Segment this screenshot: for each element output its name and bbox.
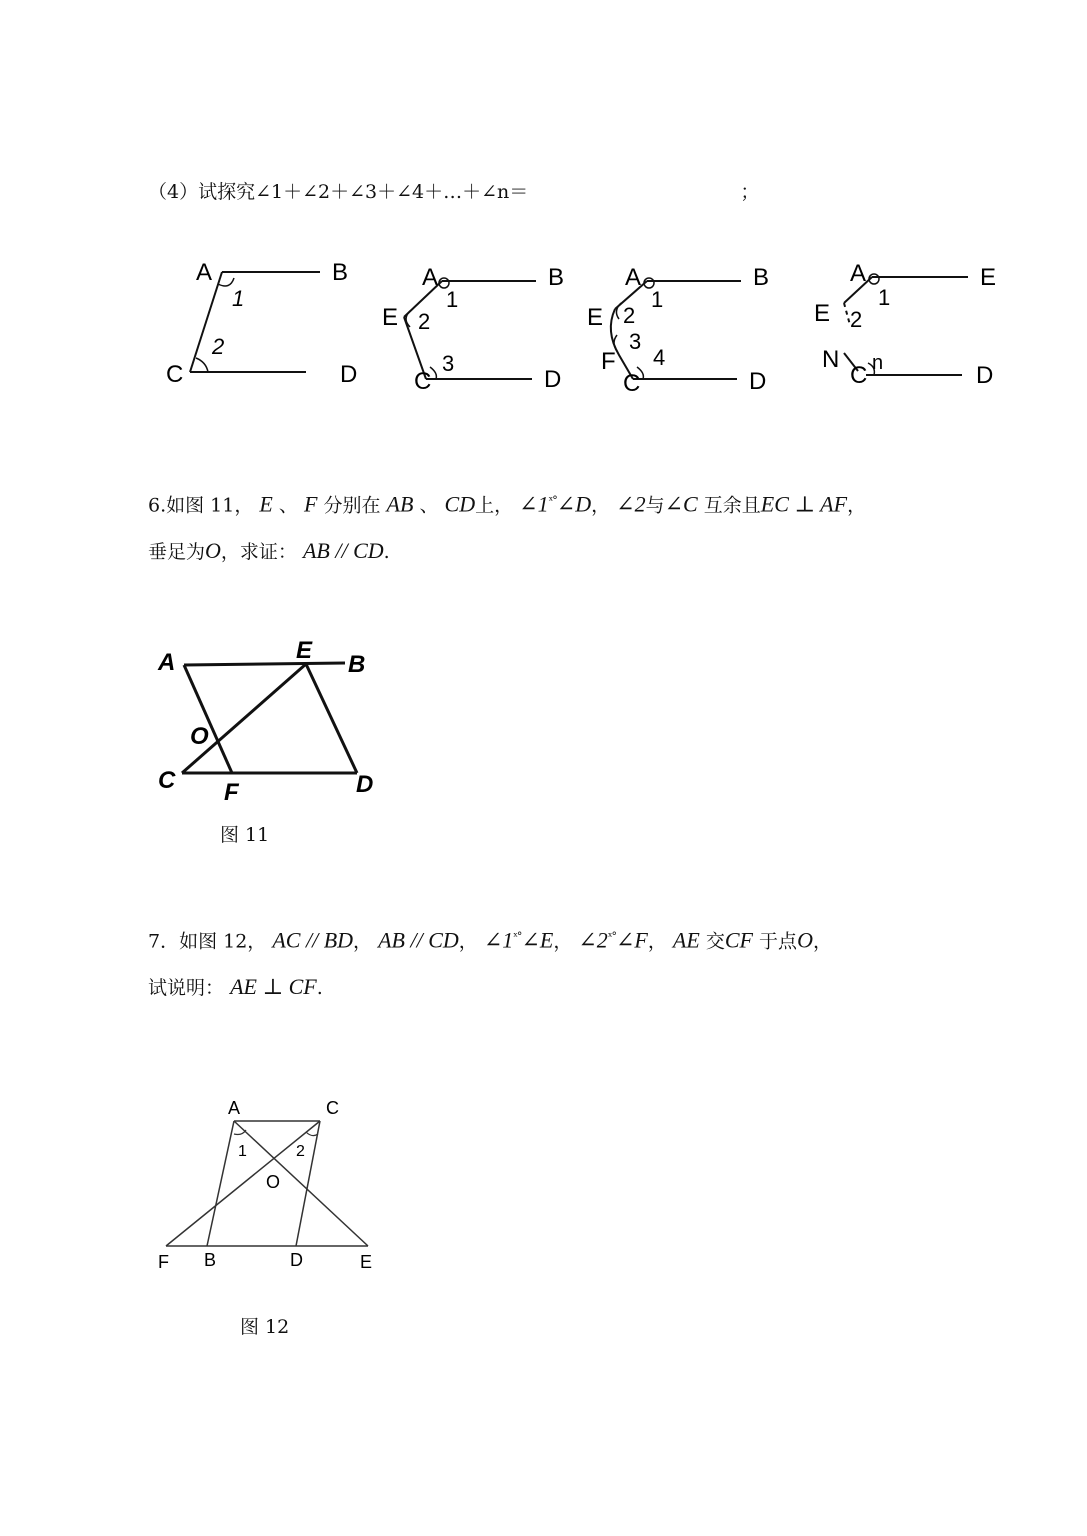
fig11-label-d: D [356, 771, 374, 798]
fig12-angle-2: 2 [296, 1143, 305, 1160]
fig11-label-b: B [348, 651, 366, 678]
fig4-label-n: N [822, 346, 840, 373]
q6-math-o: O [205, 538, 221, 563]
q6-text-2: 分别在 [323, 494, 381, 517]
fig1-label-b: B [332, 259, 349, 286]
figure-2 [380, 255, 580, 405]
q7-angle-1: ∠1 [483, 927, 514, 953]
fig3-angle-3: 3 [629, 329, 642, 354]
fig11-label-c: C [158, 767, 176, 794]
fig2-angle-2: 2 [418, 309, 431, 334]
fig4-label-d: D [976, 362, 994, 389]
fig3-label-b: B [753, 264, 770, 291]
fig12-label-d: D [290, 1250, 303, 1270]
fig11-label-o: O [190, 723, 209, 750]
q6-prove-text: ，求证： [220, 541, 297, 563]
fig4-label-e: E [814, 300, 831, 327]
q7-tiny-mark-2: ˣ° [607, 930, 616, 943]
q6-math-f: F [303, 491, 318, 517]
q6-angle-c: ∠C [664, 491, 698, 517]
figure-3 [585, 255, 785, 405]
q7-angle-2: ∠2 [578, 927, 608, 953]
q7-comma-1: ， [353, 930, 373, 953]
fig1-label-d: D [340, 361, 358, 388]
fig2-label-e: E [382, 304, 399, 331]
fig3-angle-2: 2 [623, 303, 636, 328]
q6-tiny-mark: ˣ° [548, 494, 557, 507]
fig2-label-c: C [414, 368, 432, 395]
fig4-label-a: A [850, 260, 867, 287]
figure-11-caption: 图 11 [220, 824, 270, 846]
q7-math-ac-bd: AC // BD [272, 927, 354, 953]
q6-math-e: E [259, 491, 273, 517]
q6-angle-2: ∠2 [616, 491, 646, 517]
figure-11-svg [150, 630, 390, 810]
q6-comma-2: ， [847, 494, 867, 517]
q6-math-parallel: AB // CD [302, 538, 384, 563]
figure-12-caption: 图 12 [240, 1316, 290, 1338]
q4-semicolon: ； [740, 181, 760, 203]
fig1-angle-2: 2 [212, 334, 225, 359]
q6-text-3: 上， [475, 494, 514, 517]
fig12-label-e: E [360, 1252, 373, 1272]
q7-line-2 [148, 972, 323, 1003]
q7-math-perp: AE ⊥ CF [230, 974, 317, 999]
q7-explain-text: 试说明： [148, 977, 225, 999]
q7-math-ab-cd: AB // CD [378, 927, 459, 953]
figure-4 [810, 255, 997, 405]
fig1-label-c: C [166, 361, 184, 388]
q7-line-1 [148, 922, 832, 956]
fig2-label-a: A [422, 264, 439, 291]
q7-comma-5: ， [812, 930, 832, 953]
figure-3-svg [585, 255, 785, 405]
fig12-label-a: A [228, 1098, 241, 1118]
q6-line-2 [148, 536, 390, 567]
q6-text-6: 互余且 [703, 494, 761, 517]
fig3-label-d: D [749, 368, 767, 395]
q7-math-cf: CF [724, 927, 753, 953]
fig2-angle-3: 3 [442, 351, 455, 376]
figure-2-svg [380, 255, 580, 405]
fig2-label-b: B [548, 264, 565, 291]
q7-angle-e: ∠E [521, 927, 554, 953]
q7-period: . [316, 977, 323, 999]
q6-math-perp: EC ⊥ AF [760, 491, 848, 517]
fig12-angle-1: 1 [238, 1143, 247, 1160]
fig3-label-e: E [587, 304, 604, 331]
fig3-angle-4: 4 [653, 345, 666, 370]
q7-angle-f: ∠F [615, 927, 648, 953]
q4-text: （4）试探究∠1＋∠2＋∠3＋∠4＋…＋∠n＝ [148, 181, 529, 203]
q7-text-1: 7．如图 12， [148, 930, 267, 953]
fig11-label-a: A [158, 649, 176, 676]
fig4-label-b: E [980, 264, 997, 291]
figure-12-svg [150, 1090, 390, 1280]
q7-comma-2: ， [458, 930, 478, 953]
fig2-label-d: D [544, 366, 562, 393]
q6-angle-d: ∠D [556, 491, 592, 517]
q7-comma-3: ， [553, 930, 573, 953]
fig12-label-c: C [326, 1098, 339, 1118]
fig12-label-o: O [266, 1172, 281, 1192]
q6-period: . [383, 541, 390, 563]
q4-line [148, 177, 759, 207]
q6-comma: ， [591, 494, 611, 517]
q6-sep-2: 、 [419, 494, 439, 517]
fig3-label-f: F [601, 348, 616, 375]
q6-text-5: 与 [645, 494, 665, 517]
fig12-label-b: B [204, 1250, 217, 1270]
figure-1-svg [160, 250, 380, 400]
figure-1 [160, 250, 380, 400]
q6-text-1: 6.如图 11， [148, 494, 254, 517]
fig4-angle-2: 2 [850, 307, 863, 332]
q6-sep: 、 [278, 494, 298, 517]
figure-12 [150, 1090, 390, 1280]
q6-angle-1: ∠1 [519, 491, 549, 517]
fig12-label-f: F [158, 1252, 169, 1272]
fig11-label-e: E [296, 637, 313, 664]
figure-4-svg [810, 255, 997, 405]
fig4-label-c: C [850, 362, 868, 389]
fig3-angle-1: 1 [651, 287, 664, 312]
fig2-angle-1: 1 [446, 287, 459, 312]
q7-math-o: O [797, 927, 813, 953]
q7-math-ae: AE [672, 927, 700, 953]
fig1-label-a: A [196, 259, 213, 286]
q6-math-cd: CD [444, 491, 476, 517]
q7-tiny-mark-1: ˣ° [513, 930, 522, 943]
fig1-angle-1: 1 [232, 286, 245, 311]
figure-11 [150, 630, 390, 810]
fig4-angle-1: 1 [878, 285, 891, 310]
q7-comma-4: ， [647, 930, 667, 953]
q6-foot-text: 垂足为 [148, 541, 206, 563]
fig4-angle-n: n [872, 352, 884, 374]
q7-text-cross: 交 [705, 930, 725, 953]
q7-text-at: 于点 [759, 930, 798, 953]
fig3-label-a: A [625, 264, 642, 291]
q6-line-1 [148, 486, 866, 520]
fig3-label-c: C [623, 370, 641, 397]
fig11-label-f: F [224, 779, 239, 806]
q6-math-ab: AB [386, 491, 414, 517]
